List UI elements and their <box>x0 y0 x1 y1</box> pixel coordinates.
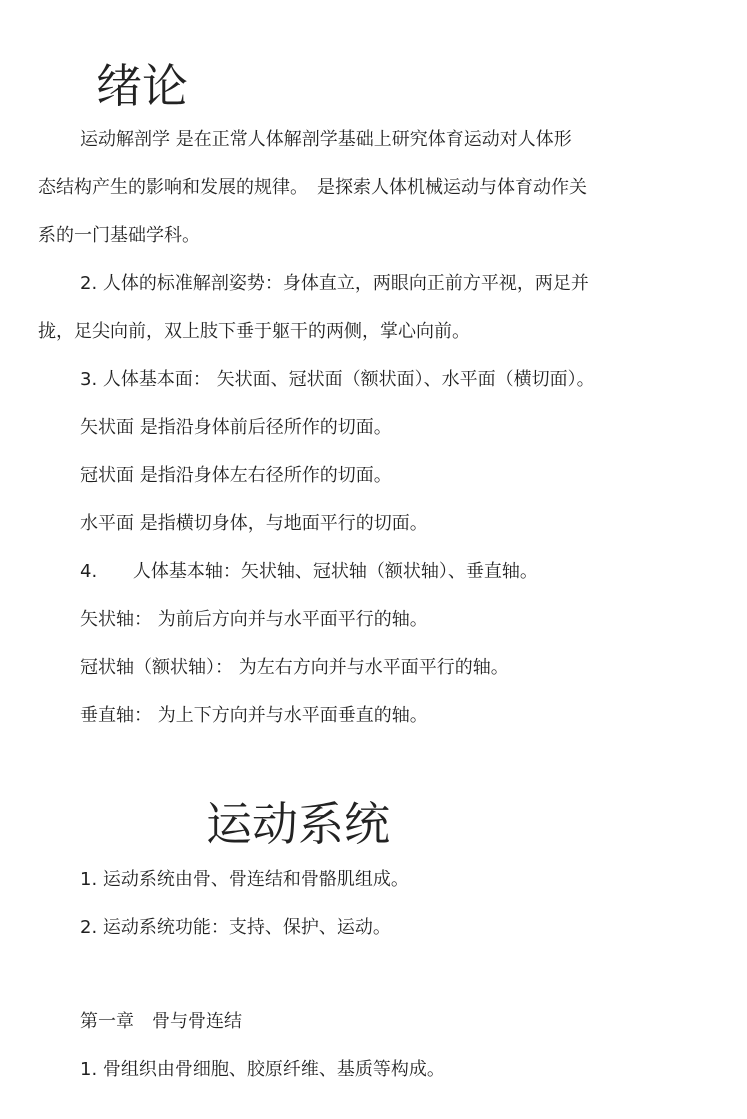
item-number: 2. <box>80 273 98 294</box>
horizontal-plane-line: 水平面 是指横切身体，与地面平行的切面。 <box>80 513 428 534</box>
posture-text-line-2: 拢，足尖向前，双上肢下垂于躯干的两侧，掌心向前。 <box>38 321 470 342</box>
heading-intro: 绪论 <box>96 59 188 113</box>
chapter-heading: 第一章 骨与骨连结 <box>80 1011 242 1032</box>
item-number: 2. <box>80 917 98 938</box>
heading-motion-system: 运动系统 <box>206 797 390 851</box>
intro-paragraph-line-3: 系的一门基础学科。 <box>38 225 200 246</box>
item-number: 4. <box>80 561 98 582</box>
coronal-plane-line: 冠状面 是指沿身体左右径所作的切面。 <box>80 465 392 486</box>
sagittal-axis-line: 矢状轴： 为前后方向并与水平面平行的轴。 <box>80 609 428 630</box>
planes-item <box>80 368 595 392</box>
intro-paragraph-line-2: 态结构产生的影响和发展的规律。 是探索人体机械运动与体育动作关 <box>38 177 587 198</box>
item-number: 1. <box>80 869 98 890</box>
item-number: 3. <box>80 369 98 390</box>
axes-item <box>80 560 538 584</box>
planes-text: 人体基本面： 矢状面、冠状面（额状面）、水平面（横切面）。 <box>102 369 595 390</box>
bone-item-1-text: 骨组织由骨细胞、胶原纤维、基质等构成。 <box>102 1059 445 1080</box>
coronal-axis-line: 冠状轴（额状轴）： 为左右方向并与水平面平行的轴。 <box>80 657 509 678</box>
item-number: 1. <box>80 1059 98 1080</box>
motion-item-1-text: 运动系统由骨、骨连结和骨骼肌组成。 <box>102 869 409 890</box>
motion-item-2-text: 运动系统功能：支持、保护、运动。 <box>102 917 391 938</box>
axes-text: 人体基本轴：矢状轴、冠状轴（额状轴）、垂直轴。 <box>132 561 538 582</box>
bone-item-1 <box>80 1058 445 1082</box>
intro-paragraph-line-1: 运动解剖学 是在正常人体解剖学基础上研究体育运动对人体形 <box>80 129 572 150</box>
motion-item-1 <box>80 868 409 892</box>
motion-item-2 <box>80 916 391 940</box>
vertical-axis-line: 垂直轴： 为上下方向并与水平面垂直的轴。 <box>80 705 428 726</box>
sagittal-plane-line: 矢状面 是指沿身体前后径所作的切面。 <box>80 417 392 438</box>
posture-item <box>80 272 589 296</box>
posture-text: 人体的标准解剖姿势：身体直立，两眼向正前方平视，两足并 <box>102 273 589 294</box>
